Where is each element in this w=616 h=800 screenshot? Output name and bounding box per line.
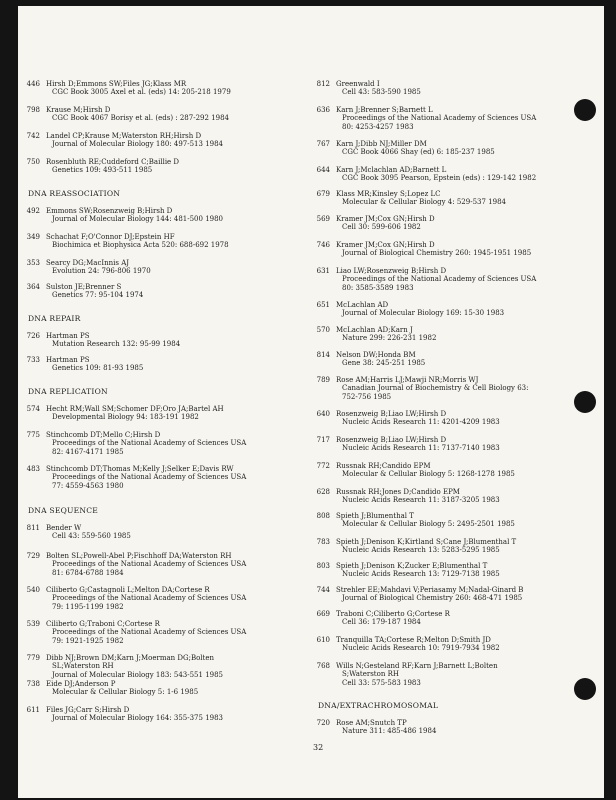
reference-citation: Proceedings of the National Academy of Sciences USA: [342, 275, 537, 284]
reference-citation: 77: 4559-4563 1980: [52, 481, 124, 490]
reference-citation: Nucleic Acids Research 11: 3187-3205 1983: [342, 496, 500, 505]
reference-authors: Eide DJ;Anderson P: [46, 680, 116, 688]
reference-citation: Genetics 109: 81-93 1985: [52, 364, 144, 373]
section-heading: DNA REASSOCIATION: [28, 189, 121, 198]
reference-authors: Traboni C;Ciliberto G;Cortese R: [336, 610, 450, 618]
reference-authors: Rose AM;Snutch TP: [336, 719, 407, 727]
reference-text: [336, 190, 506, 207]
reference-text: [46, 233, 229, 250]
reference-citation: Nature 311: 485-486 1984: [342, 727, 437, 736]
reference-text: [46, 552, 246, 577]
reference-number: 814: [316, 351, 330, 359]
reference-citation: Nucleic Acids Research 13: 7129-7138 1985: [342, 570, 500, 579]
reference-citation: Evolution 24: 796-806 1970: [52, 267, 151, 276]
binder-hole: [574, 99, 596, 121]
reference-citation: Journal of Molecular Biology 169: 15-30 1983: [342, 309, 505, 318]
reference-citation: Cell 43: 559-560 1985: [52, 532, 131, 541]
reference-authors: Tranquilla TA;Cortese R;Melton D;Smith JD: [336, 636, 491, 644]
reference-citation: Proceedings of the National Academy of Sciences USA: [52, 628, 247, 637]
reference-authors: Dibb NJ;Brown DM;Karn J;Moerman DG;Bolten: [46, 654, 215, 662]
reference-citation: Canadian Journal of Biochemistry & Cell Biology 63:: [342, 384, 529, 393]
reference-authors: Stinchcomb DT;Thomas M;Kelly J;Selker E;Davis RW: [46, 465, 234, 473]
reference-authors: Schachat F;O'Connor DJ;Epstein HF: [46, 233, 175, 241]
reference-authors: Ciliberto G;Castagnoli L;Melton DA;Cortese R: [46, 586, 210, 594]
reference-authors: Landel CP;Krause M;Waterston RH;Hirsh D: [46, 132, 202, 140]
reference-number: 789: [316, 376, 330, 384]
reference-text: [46, 283, 143, 300]
reference-authors: Emmons SW;Rosenzweig B;Hirsh D: [46, 207, 173, 215]
reference-text: [46, 356, 143, 373]
reference-text: [336, 215, 435, 232]
section-heading: DNA/EXTRACHROMOSOMAL: [318, 701, 439, 710]
reference-citation: Nucleic Acids Research 13: 5283-5295 1985: [342, 546, 500, 555]
reference-citation: S;Waterston RH: [342, 670, 399, 679]
reference-number: 720: [316, 719, 330, 727]
reference-number: 779: [26, 654, 40, 662]
reference-citation: Journal of Biological Chemistry 260: 1945-1951 1985: [342, 249, 532, 258]
reference-authors: Files JG;Carr S;Hirsh D: [46, 706, 130, 714]
reference-text: [336, 376, 529, 401]
reference-authors: Krause M;Hirsh D: [46, 106, 111, 114]
reference-number: 767: [316, 140, 330, 148]
reference-authors: Karn J;Dibb NJ;Miller DM: [336, 140, 427, 148]
reference-citation: Mutation Research 132: 95-99 1984: [52, 340, 181, 349]
reference-citation: Biochimica et Biophysica Acta 520: 688-692 1978: [52, 241, 229, 250]
reference-citation: Journal of Molecular Biology 183: 543-551 1985: [52, 670, 224, 679]
reference-text: [336, 586, 523, 603]
reference-citation: Molecular & Cellular Biology 4: 529-537 1984: [342, 198, 506, 207]
reference-authors: Klass MR;Kinsley S;Lopez LC: [336, 190, 441, 198]
reference-number: 768: [316, 662, 330, 670]
reference-number: 483: [26, 465, 40, 473]
reference-authors: Spieth J;Blumenthal T: [336, 512, 414, 520]
reference-text: [336, 301, 504, 318]
reference-authors: McLachlan AD;Karn J: [336, 326, 413, 334]
reference-text: [336, 436, 500, 453]
reference-authors: Nelson DW;Honda BM: [336, 351, 416, 359]
reference-authors: McLachlan AD: [336, 301, 389, 309]
reference-number: 783: [316, 538, 330, 546]
reference-citation: Journal of Molecular Biology 144: 481-500 1980: [52, 215, 224, 224]
reference-authors: Hartman PS: [46, 332, 90, 340]
reference-citation: Cell 43: 583-590 1985: [342, 88, 421, 97]
reference-citation: 79: 1921-1925 1982: [52, 636, 124, 645]
section-heading: DNA REPAIR: [28, 314, 81, 323]
reference-number: 798: [26, 106, 40, 114]
reference-text: [336, 326, 436, 343]
reference-number: 775: [26, 431, 40, 439]
reference-number: 631: [316, 267, 330, 275]
reference-text: [46, 259, 151, 276]
reference-text: [46, 332, 180, 349]
reference-number: 539: [26, 620, 40, 628]
reference-text: [336, 512, 515, 529]
reference-number: 717: [316, 436, 330, 444]
reference-text: [336, 462, 515, 479]
reference-citation: 81: 6784-6788 1984: [52, 568, 124, 577]
reference-citation: Nucleic Acids Research 11: 4201-4209 1983: [342, 418, 500, 427]
reference-authors: Ciliberto G;Traboni C;Cortese R: [46, 620, 160, 628]
reference-text: [336, 410, 500, 427]
reference-authors: Wills N;Gesteland RF;Karn J;Barnett L;Bolten: [336, 662, 498, 670]
reference-text: [46, 80, 231, 97]
reference-number: 446: [26, 80, 40, 88]
reference-number: 742: [26, 132, 40, 140]
reference-citation: Cell 33: 575-583 1983: [342, 678, 421, 687]
reference-text: [46, 106, 229, 123]
reference-citation: Proceedings of the National Academy of Sciences USA: [342, 114, 537, 123]
reference-text: [336, 662, 498, 687]
reference-number: 669: [316, 610, 330, 618]
reference-citation: Proceedings of the National Academy of Sciences USA: [52, 439, 247, 448]
reference-citation: Nucleic Acids Research 10: 7919-7934 1982: [342, 644, 500, 653]
reference-citation: SL;Waterston RH: [52, 662, 114, 671]
reference-citation: Cell 36: 179-187 1984: [342, 618, 421, 627]
reference-number: 540: [26, 586, 40, 594]
reference-citation: Cell 30: 599-606 1982: [342, 223, 421, 232]
reference-citation: Proceedings of the National Academy of Sciences USA: [52, 560, 247, 569]
reference-text: [336, 562, 500, 579]
reference-number: 349: [26, 233, 40, 241]
reference-citation: Molecular & Cellular Biology 5: 1268-1278 1985: [342, 470, 515, 479]
reference-text: [336, 80, 421, 97]
reference-authors: Kramer JM;Cox GN;Hirsh D: [336, 215, 435, 223]
reference-authors: Rosenzweig B;Liao LW;Hirsh D: [336, 436, 447, 444]
reference-number: 570: [316, 326, 330, 334]
reference-citation: 80: 4253-4257 1983: [342, 122, 414, 131]
reference-text: [46, 132, 223, 149]
reference-text: [46, 405, 224, 422]
reference-number: 726: [26, 332, 40, 340]
reference-text: [336, 351, 425, 368]
reference-authors: Russnak RH;Jones D;Candido EPM: [336, 488, 460, 496]
reference-number: 636: [316, 106, 330, 114]
reference-citation: Genetics 109: 493-511 1985: [52, 166, 153, 175]
reference-citation: Proceedings of the National Academy of Sciences USA: [52, 594, 247, 603]
reference-authors: Greenwald I: [336, 80, 380, 88]
reference-text: [46, 680, 198, 697]
binder-hole: [574, 678, 596, 700]
reference-authors: Rosenbluth RE;Cuddeford C;Baillie D: [46, 158, 180, 166]
document-page: [18, 6, 604, 798]
reference-authors: Hartman PS: [46, 356, 90, 364]
reference-number: 610: [316, 636, 330, 644]
reference-number: 611: [26, 706, 40, 714]
reference-number: 812: [316, 80, 330, 88]
reference-authors: Stinchcomb DT;Mello C;Hirsh D: [46, 431, 161, 439]
reference-citation: 82: 4167-4171 1985: [52, 447, 124, 456]
reference-citation: Proceedings of the National Academy of Sciences USA: [52, 473, 247, 482]
reference-citation: Nature 299: 226-231 1982: [342, 334, 437, 343]
reference-authors: Sulston JE;Brenner S: [46, 283, 122, 291]
reference-number: 733: [26, 356, 40, 364]
reference-authors: Spieth J;Denison K;Zucker E;Blumenthal T: [336, 562, 488, 570]
reference-citation: Nucleic Acids Research 11: 7137-7140 1983: [342, 444, 500, 453]
binder-hole: [574, 391, 596, 413]
reference-text: [46, 654, 223, 679]
reference-number: 803: [316, 562, 330, 570]
reference-authors: Hirsh D;Emmons SW;Files JG;Klass MR: [46, 80, 187, 88]
reference-authors: Liao LW;Rosenzweig B;Hirsh D: [336, 267, 447, 275]
page-number: 32: [313, 743, 324, 752]
reference-citation: Molecular & Cellular Biology 5: 1-6 1985: [52, 688, 199, 697]
reference-number: 744: [316, 586, 330, 594]
reference-citation: Genetics 77: 95-104 1974: [52, 291, 144, 300]
reference-citation: Molecular & Cellular Biology 5: 2495-2501 1985: [342, 520, 515, 529]
reference-text: [336, 166, 536, 183]
reference-number: 808: [316, 512, 330, 520]
reference-text: [46, 586, 246, 611]
reference-authors: Karn J;Brenner S;Barnett L: [336, 106, 433, 114]
reference-authors: Kramer JM;Cox GN;Hirsh D: [336, 241, 435, 249]
reference-text: [46, 158, 179, 175]
reference-number: 651: [316, 301, 330, 309]
reference-text: [336, 241, 531, 258]
reference-citation: 79: 1195-1199 1982: [52, 602, 124, 611]
reference-authors: Karn J;Mclachlan AD;Barnett L: [336, 166, 447, 174]
reference-number: 746: [316, 241, 330, 249]
reference-number: 679: [316, 190, 330, 198]
reference-number: 738: [26, 680, 40, 688]
reference-text: [336, 610, 450, 627]
reference-number: 772: [316, 462, 330, 470]
reference-citation: CGC Book 4066 Shay (ed) 6: 185-237 1985: [342, 148, 495, 157]
reference-citation: Journal of Molecular Biology 164: 355-375 1983: [52, 714, 224, 723]
reference-text: [46, 465, 246, 490]
reference-text: [46, 706, 223, 723]
reference-number: 729: [26, 552, 40, 560]
reference-number: 353: [26, 259, 40, 267]
reference-citation: Journal of Biological Chemistry 260: 468-471 1985: [342, 594, 523, 603]
reference-text: [336, 719, 436, 736]
reference-number: 574: [26, 405, 40, 413]
reference-authors: Rose AM;Harris LJ;Mawji NR;Morris WJ: [336, 376, 479, 384]
reference-text: [46, 620, 246, 645]
reference-citation: 752-756 1985: [342, 392, 392, 401]
reference-number: 569: [316, 215, 330, 223]
reference-citation: 80: 3585-3589 1983: [342, 283, 414, 292]
reference-text: [336, 488, 500, 505]
reference-number: 492: [26, 207, 40, 215]
reference-number: 364: [26, 283, 40, 291]
section-heading: DNA REPLICATION: [28, 387, 108, 396]
reference-authors: Rosenzweig B;Liao LW;Hirsh D: [336, 410, 447, 418]
reference-authors: Bolten SL;Powell-Abel P;Fischhoff DA;Waterston RH: [46, 552, 232, 560]
reference-number: 644: [316, 166, 330, 174]
reference-authors: Hecht RM;Wall SM;Schomer DF;Oro JA;Bartel AH: [46, 405, 224, 413]
reference-citation: CGC Book 4067 Borisy et al. (eds) : 287-292 1984: [52, 114, 229, 123]
reference-authors: Spieth J;Denison K;Kirtland S;Cane J;Blumenthal T: [336, 538, 517, 546]
reference-text: [336, 267, 536, 292]
reference-text: [46, 207, 223, 224]
reference-authors: Bender W: [46, 524, 82, 532]
reference-citation: CGC Book 3095 Pearson, Epstein (eds) : 129-142 1982: [342, 174, 537, 183]
reference-citation: Gene 38: 245-251 1985: [342, 359, 426, 368]
reference-number: 811: [26, 524, 40, 532]
reference-text: [336, 106, 536, 131]
reference-citation: CGC Book 3005 Axel et al. (eds) 14: 205-218 1979: [52, 88, 231, 97]
reference-number: 628: [316, 488, 330, 496]
reference-authors: Searcy DG;MacInnis AJ: [46, 259, 130, 267]
reference-number: 750: [26, 158, 40, 166]
reference-text: [336, 140, 495, 157]
reference-citation: Developmental Biology 94: 183-191 1982: [52, 413, 199, 422]
reference-text: [336, 636, 500, 653]
reference-citation: Journal of Molecular Biology 180: 497-513 1984: [52, 140, 224, 149]
reference-text: [336, 538, 516, 555]
reference-number: 640: [316, 410, 330, 418]
reference-text: [46, 524, 131, 541]
section-heading: DNA SEQUENCE: [28, 506, 98, 515]
reference-text: [46, 431, 246, 456]
reference-authors: Russnak RH;Candido EPM: [336, 462, 431, 470]
reference-authors: Strehler EE;Mahdavi V;Periasamy M;Nadal-Ginard B: [336, 586, 524, 594]
